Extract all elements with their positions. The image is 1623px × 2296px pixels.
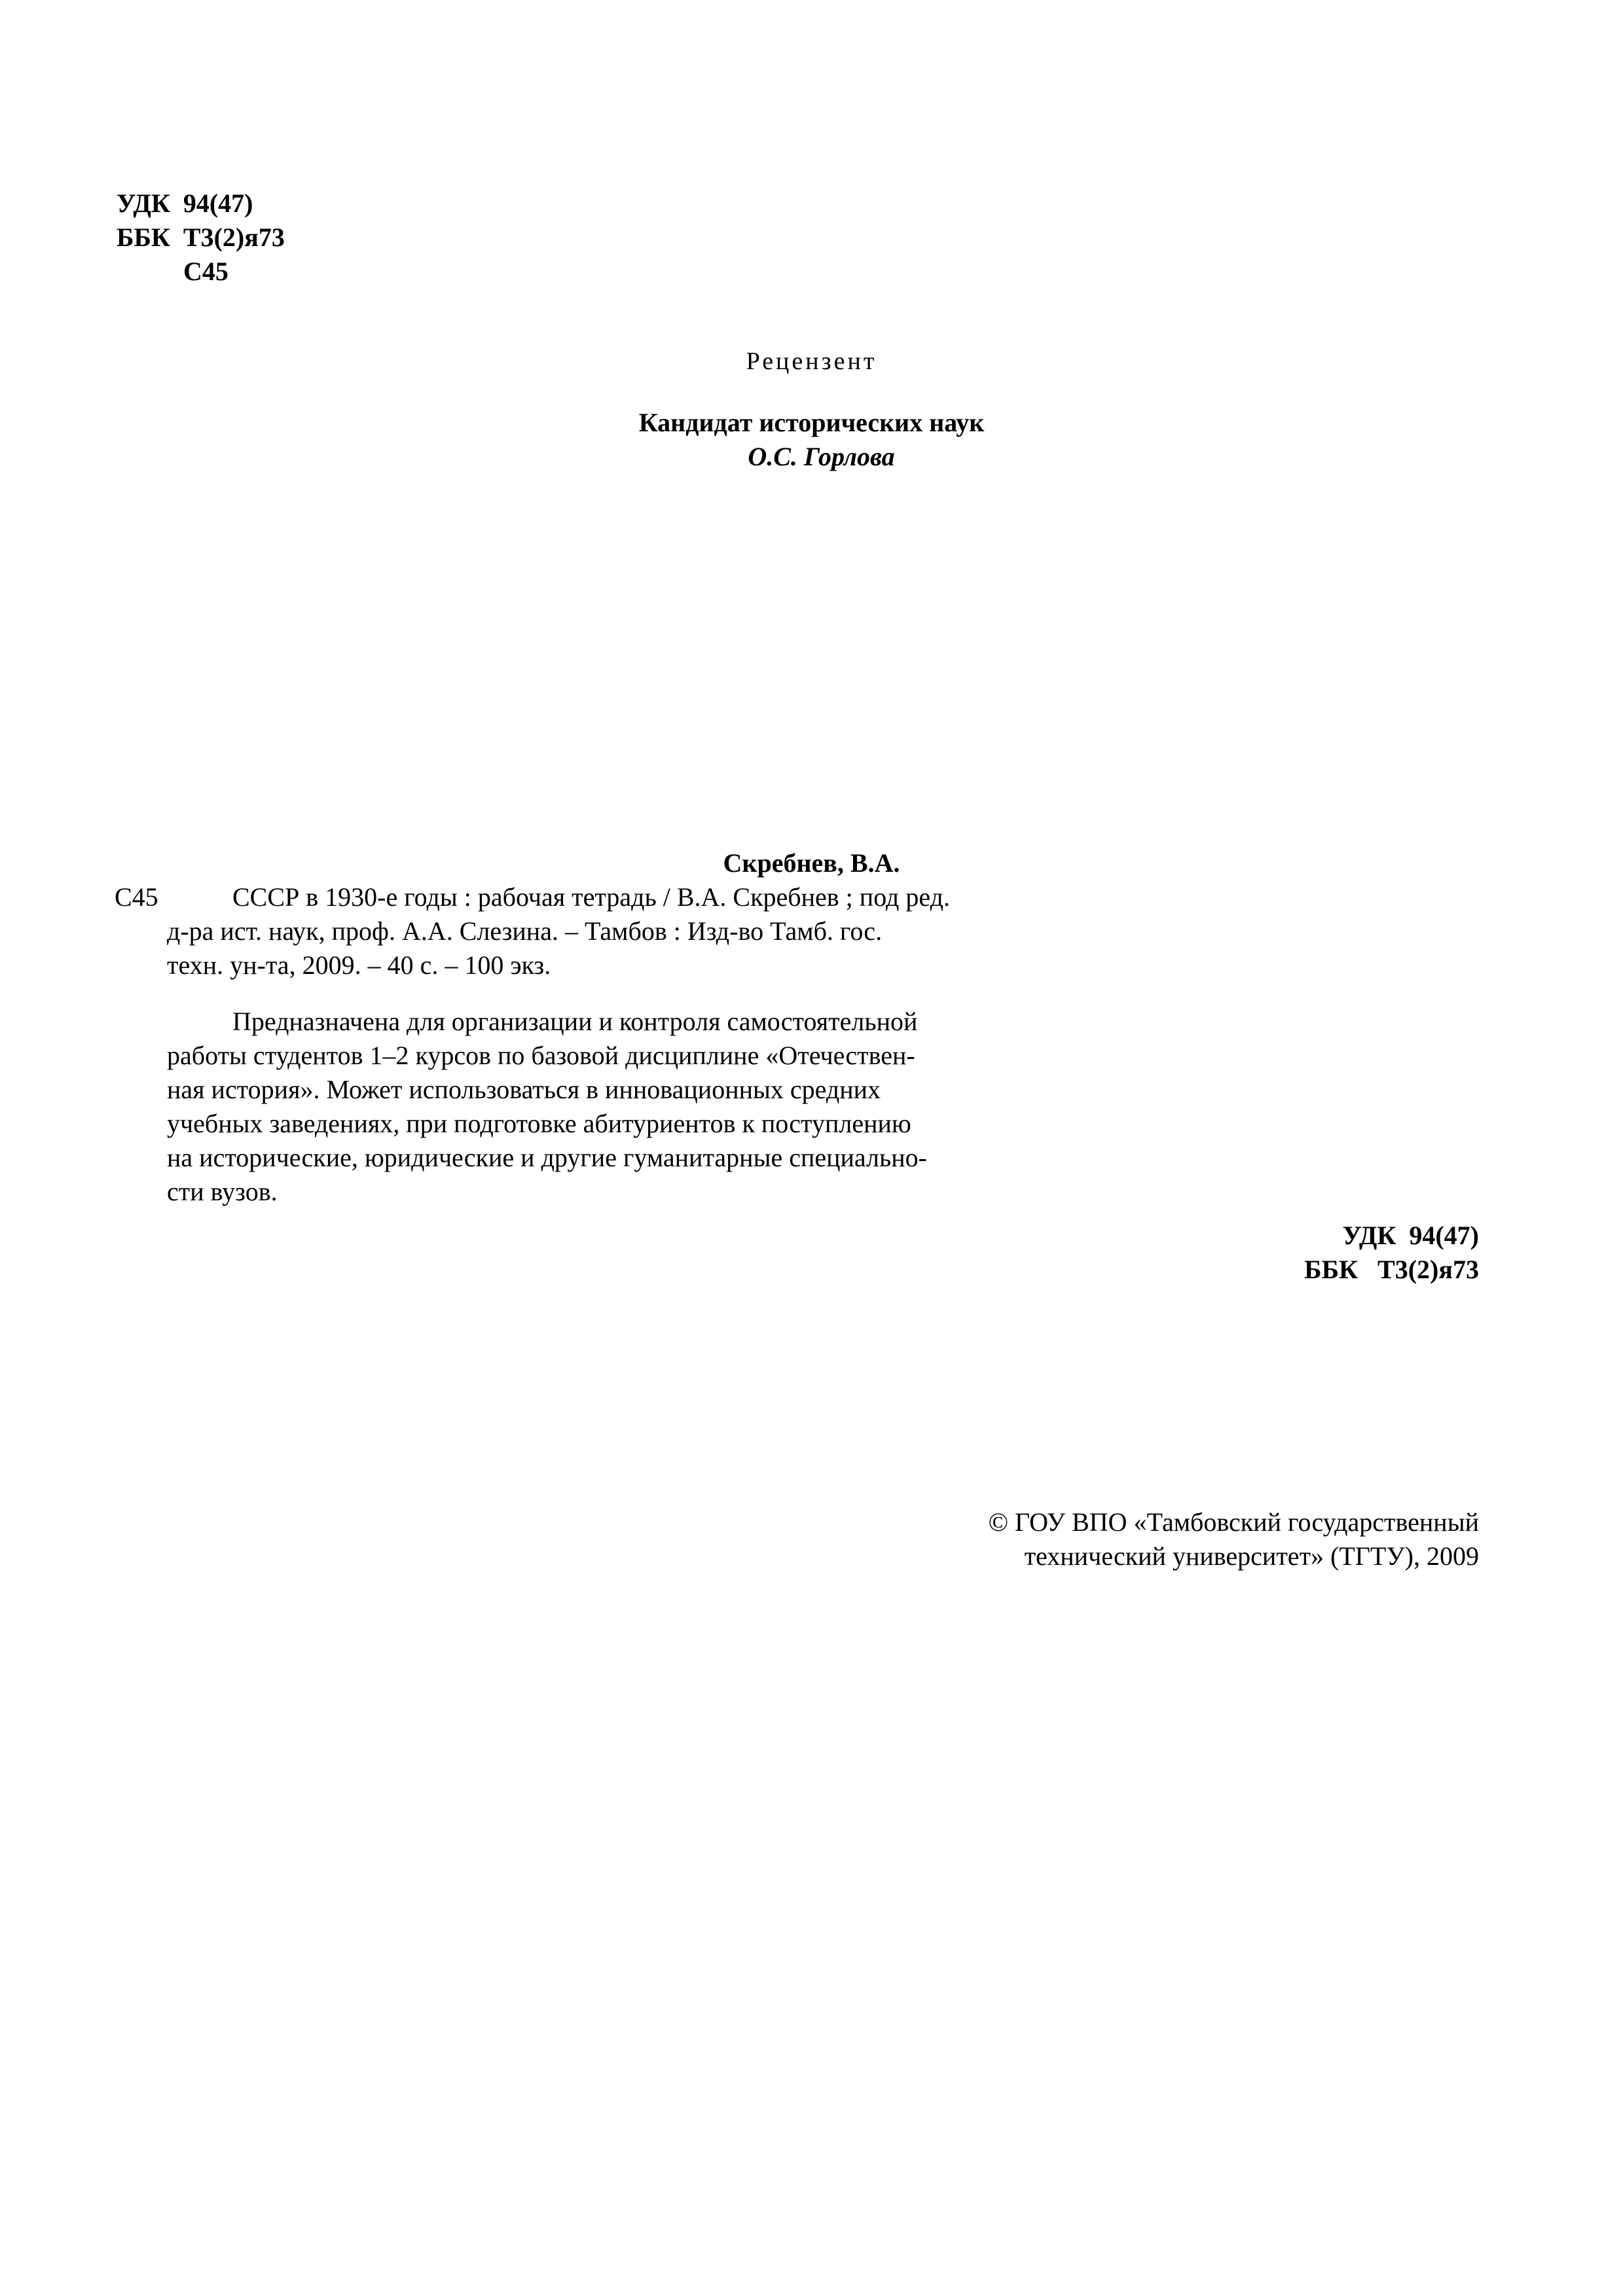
annotation-line: Предназначена для организации и контроля самостоятельной	[232, 1007, 918, 1036]
copyright-notice	[989, 1505, 1479, 1573]
record-description-line: д-ра ист. наук, проф. А.А. Слезина. – Тамбов : Изд-во Тамб. гос.	[167, 916, 883, 946]
record-description-line: СССР в 1930-е годы : рабочая тетрадь / В.А. Скребнев ; под ред.	[232, 882, 950, 912]
annotation-line: работы студентов 1–2 курсов по базовой дисциплине «Отечествен-	[167, 1041, 915, 1070]
record-description	[167, 880, 1002, 982]
bbk-code-top: ББК Т3(2)я73	[117, 223, 285, 252]
annotation-line: сти вузов.	[167, 1177, 278, 1206]
copyright-line: © ГОУ ВПО «Тамбовский государственный	[988, 1507, 1479, 1537]
annotation	[167, 1005, 1002, 1209]
udk-code-top: УДК 94(47)	[117, 188, 253, 218]
classification-block-bottom	[1304, 1219, 1479, 1287]
bbk-code-bottom: ББК Т3(2)я73	[1304, 1255, 1479, 1284]
record-author-mark: С45	[115, 882, 158, 912]
record-description-line: техн. ун-та, 2009. – 40 с. – 100 экз.	[167, 950, 551, 980]
reviewer-degree: Кандидат исторических наук	[638, 408, 985, 437]
record-author: Скребнев, В.А.	[723, 848, 900, 878]
reviewer-name: О.С. Горлова	[748, 442, 895, 471]
udk-code-bottom: УДК 94(47)	[1342, 1221, 1479, 1250]
reviewer-block	[0, 406, 1623, 474]
copyright-line: технический университет» (ТГТУ), 2009	[1024, 1541, 1479, 1571]
annotation-line: на исторические, юридические и другие гуманитарные специально-	[167, 1143, 927, 1172]
classification-block-top	[117, 187, 285, 289]
author-mark-top: С45	[183, 257, 228, 286]
reviewer-label: Рецензент	[746, 348, 877, 375]
annotation-line: учебных заведениях, при подготовке абитуриентов к поступлению	[167, 1109, 911, 1138]
annotation-line: ная история». Может использоваться в инновационных средних	[167, 1075, 881, 1104]
